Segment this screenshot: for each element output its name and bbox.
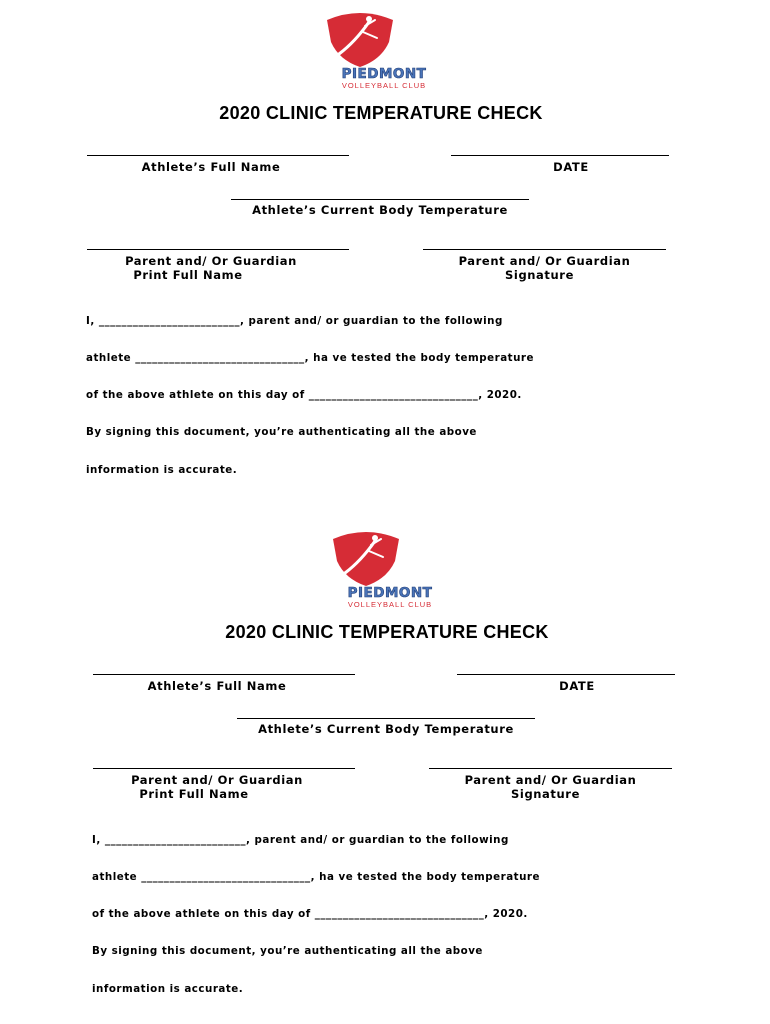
statement-line: By signing this document, you’re authenticating all the above bbox=[86, 426, 477, 438]
piedmont-logo bbox=[320, 529, 460, 609]
parent-signature-line[interactable] bbox=[423, 249, 666, 250]
statement-line: I, _________________________, parent and/ or guardian to the following bbox=[86, 315, 503, 327]
parent-name-line[interactable] bbox=[93, 768, 355, 769]
temperature-label: Athlete’s Current Body Temperature bbox=[252, 203, 508, 217]
statement-line: By signing this document, you’re authenticating all the above bbox=[92, 945, 483, 957]
logo-wordmark: PIEDMONT bbox=[341, 66, 427, 82]
form-title: 2020 CLINIC TEMPERATURE CHECK bbox=[225, 622, 549, 642]
volleyball-player-shield-icon bbox=[331, 529, 401, 587]
statement-line: athlete ______________________________, ha ve tested the body temperature bbox=[92, 871, 540, 883]
statement-line: of the above athlete on this day of ______________________________, 2020. bbox=[86, 389, 522, 401]
logo-subtitle: VOLLEYBALL CLUB bbox=[347, 600, 433, 609]
logo-subtitle: VOLLEYBALL CLUB bbox=[341, 81, 427, 90]
parent-signature-sublabel: Signature bbox=[511, 787, 580, 801]
volleyball-player-shield-icon bbox=[325, 10, 395, 68]
athlete-name-line[interactable] bbox=[93, 674, 355, 675]
parent-name-label: Parent and/ Or Guardian bbox=[131, 773, 303, 787]
date-label: DATE bbox=[553, 160, 589, 174]
date-label: DATE bbox=[559, 679, 595, 693]
date-line[interactable] bbox=[451, 155, 669, 156]
statement-line: athlete ______________________________, ha ve tested the body temperature bbox=[86, 352, 534, 364]
statement-line: information is accurate. bbox=[92, 983, 244, 995]
parent-signature-label: Parent and/ Or Guardian bbox=[458, 254, 631, 268]
parent-signature-line[interactable] bbox=[429, 768, 672, 769]
temperature-check-form bbox=[6, 519, 770, 1019]
statement-line: of the above athlete on this day of ______________________________, 2020. bbox=[92, 908, 528, 920]
parent-name-label: Parent and/ Or Guardian bbox=[125, 254, 297, 268]
temperature-check-form bbox=[0, 0, 770, 500]
date-line[interactable] bbox=[457, 674, 675, 675]
statement-line: information is accurate. bbox=[86, 464, 238, 476]
temperature-label: Athlete’s Current Body Temperature bbox=[258, 722, 514, 736]
temperature-line[interactable] bbox=[237, 718, 535, 719]
piedmont-logo bbox=[314, 10, 454, 90]
form-title: 2020 CLINIC TEMPERATURE CHECK bbox=[219, 103, 543, 123]
logo-wordmark: PIEDMONT bbox=[347, 585, 433, 601]
parent-name-line[interactable] bbox=[87, 249, 349, 250]
parent-signature-sublabel: Signature bbox=[505, 268, 574, 282]
parent-name-sublabel: Print Full Name bbox=[133, 268, 243, 282]
athlete-name-label: Athlete’s Full Name bbox=[147, 679, 287, 693]
temperature-line[interactable] bbox=[231, 199, 529, 200]
athlete-name-label: Athlete’s Full Name bbox=[141, 160, 281, 174]
statement-line: I, _________________________, parent and/ or guardian to the following bbox=[92, 834, 509, 846]
parent-signature-label: Parent and/ Or Guardian bbox=[464, 773, 637, 787]
parent-name-sublabel: Print Full Name bbox=[139, 787, 249, 801]
athlete-name-line[interactable] bbox=[87, 155, 349, 156]
